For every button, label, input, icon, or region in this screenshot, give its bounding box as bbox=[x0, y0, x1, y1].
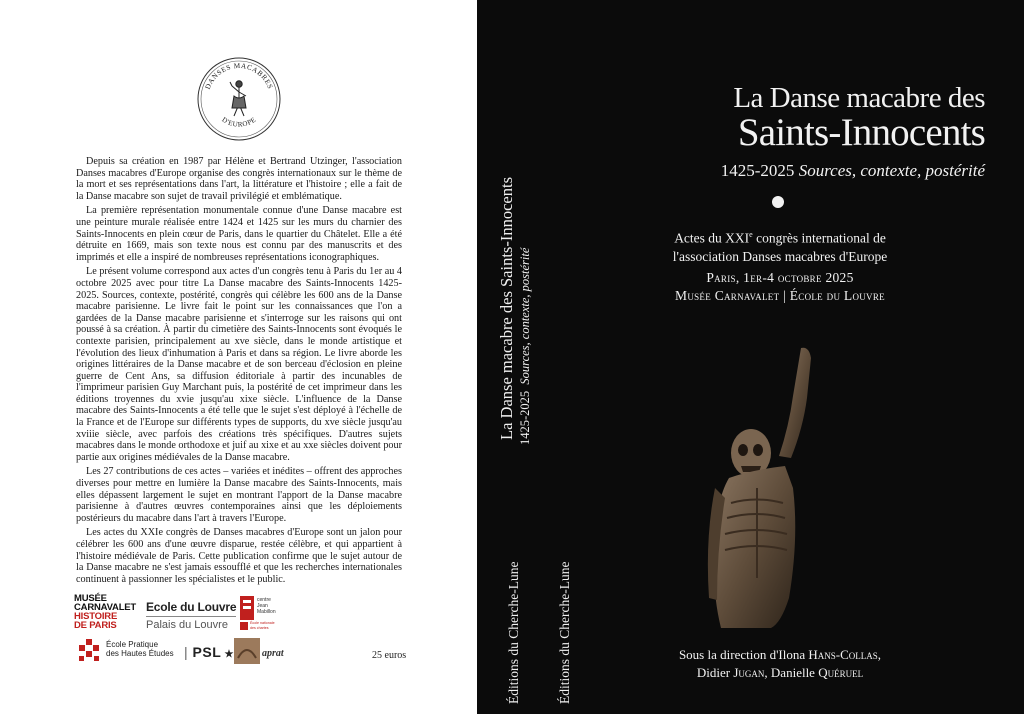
partner-logos bbox=[74, 592, 384, 672]
editor-name: Hans-Collas bbox=[808, 647, 878, 662]
cover-subtitle bbox=[585, 161, 985, 181]
musee-carnavalet-logo bbox=[74, 594, 136, 630]
cover-title-line1: La Danse macabre des bbox=[733, 82, 985, 114]
spine-subtitle bbox=[518, 248, 533, 445]
seal-text-top: DANSES MACABRES bbox=[203, 61, 275, 91]
bullet-dot-icon bbox=[772, 196, 784, 208]
direction-text: , Danielle bbox=[764, 665, 819, 680]
place-dates: Paris, 1er-4 octobre 2025 bbox=[706, 270, 854, 285]
logo-text: centre bbox=[257, 597, 271, 603]
blurb-paragraph: Les 27 contributions de ces actes – variées et inédites – offrent des approches diverses pour mettre en lumière la Danse macabre des Saints-Innocents, mais elles dépassent largement le sujet en montrant l'apport de la Danse macabre parisienne à d'autres œuvres contemporaines ainsi que les déploiements postérieurs du macabre dans l'art à travers l'Europe. bbox=[76, 466, 402, 524]
ephe-logo bbox=[76, 638, 186, 668]
ecole-du-louvre-logo bbox=[146, 600, 236, 631]
spine-publisher-left: Éditions du Cherche-Lune bbox=[506, 561, 521, 704]
proceedings-info bbox=[655, 226, 905, 266]
danses-macabres-seal-logo bbox=[196, 56, 282, 142]
transi-sculpture-image bbox=[681, 338, 841, 628]
back-cover-blurb bbox=[76, 156, 402, 588]
direction-text: Sous la direction d'Ilona bbox=[678, 647, 809, 662]
svg-text:D'EUROPE bbox=[220, 116, 257, 129]
spine-publisher-right: Éditions du Cherche-Lune bbox=[557, 561, 572, 704]
logo-text: CARNAVALET bbox=[74, 602, 137, 613]
logo-text: MUSÉE bbox=[74, 593, 107, 604]
logo-text: École Pratique bbox=[106, 640, 159, 649]
aprat-logo bbox=[234, 636, 294, 666]
place-venues: Musée Carnavalet | École du Louvre bbox=[675, 288, 885, 303]
actes-text: Actes du XXI bbox=[674, 230, 750, 246]
logo-text: École nationale bbox=[250, 621, 275, 625]
logo-text: Mabillon bbox=[257, 609, 276, 615]
logo-text: PSL bbox=[192, 644, 222, 660]
logo-text: des Hautes Études bbox=[106, 649, 174, 658]
editor-name: Quéruel bbox=[818, 665, 864, 680]
actes-text: l'association Danses macabres d'Europe bbox=[672, 248, 888, 264]
centre-jean-mabillon-logo bbox=[238, 594, 284, 632]
direction-text: , bbox=[877, 647, 882, 662]
logo-text: HISTOIRE bbox=[74, 611, 118, 622]
blurb-paragraph: La première représentation monumentale connue d'une Danse macabre est une peinture murale réalisée entre 1424 et 1425 sur les murs du charnier des Saints-Innocents en plein cœur de Paris, dans le quartier du Châtelet. Elle a été détruite en 1669, mais son texte nous est connu par des manuscrits et des imprimés et elle a inspiré de nombreuses représentations iconographiques. bbox=[76, 205, 402, 263]
spine-subtitle-text: Sources, contexte, postérité bbox=[518, 247, 532, 385]
ephe-emblem-icon bbox=[76, 638, 102, 664]
front-cover bbox=[585, 0, 1024, 714]
actes-sup: e bbox=[749, 230, 753, 239]
blurb-paragraph: Les actes du XXIe congrès de Danses macabres d'Europe sont un jalon pour célébrer les 600 ans d'une œuvre disparue, restée célèbre, et qui appartient à l'histoire médiévale de Paris. Cette publication confirme que le sujet autour de la Danse macabre ne s'est jamais essoufflé et que les recherches internationales continuent à passionner les spécialistes et le public. bbox=[76, 527, 402, 585]
editor-name: Jugan bbox=[733, 665, 765, 680]
logo-text: Jean bbox=[257, 603, 268, 609]
actes-text: congrès international de bbox=[752, 230, 886, 246]
logo-text: DE PARIS bbox=[74, 620, 117, 631]
spine-dates: 1425-2025 bbox=[518, 390, 532, 445]
back-cover bbox=[0, 0, 477, 714]
logo-text: Ecole du Louvre bbox=[146, 600, 237, 614]
seal-text-bottom: D'EUROPE bbox=[220, 115, 258, 129]
direction-text: Didier bbox=[696, 665, 734, 680]
logo-text: Palais du Louvre bbox=[146, 616, 236, 631]
editors-credit bbox=[645, 646, 915, 682]
conference-place bbox=[645, 269, 915, 305]
logo-text: aprat bbox=[262, 648, 284, 659]
blurb-paragraph: Depuis sa création en 1987 par Hélène et Bertrand Utzinger, l'association Danses macabres d'Europe organise des congrès internationaux sur le thème de la mort et ses représentations dans l'art, la littérature et l'histoire ; elle a fait de la Danse macabre son sujet de travail privilégié et emblématique. bbox=[76, 156, 402, 202]
psl-logo: | PSL ★ bbox=[184, 644, 235, 660]
spine-title: La Danse macabre des Saints-Innocents bbox=[497, 177, 516, 440]
cover-title-line2: Saints-Innocents bbox=[737, 111, 985, 154]
cover-dates: 1425-2025 bbox=[720, 161, 795, 180]
blurb-paragraph: Le présent volume correspond aux actes d'un congrès tenu à Paris du 1er au 4 octobre 2025 avec pour titre La Danse macabre des Saints-Innocents 1425-2025. Sources, contexte, postérité, congrès qui célèbre les 600 ans de la Danse macabre parisienne. Le livre fait le point sur les connaissances que l'on a gardées de la Danse macabre parisienne et s'interroge sur les raisons qui ont poussé à sa création. À partir du cimetière des Saints-Innocents sont évoqués le contexte parisien, principalement au xve siècle, dans le monde artistique et l'évolution des lieux d'inhumation à Paris et dans sa région. Le livre aborde les origines littéraires de la Danse macabre et de son berceau d'éclosion en pleine guerre de Cent Ans, sa diffusion éditoriale à partir des incunables de l'imprimeur parisien Guy Marchant puis, la postérité de cet imprimeur dans les éditions troyennes du xvie jusqu'au xixe siècle. L'influence de la Danse macabre des Saints-Innocents a été telle que le sujet s'est déployé à l'échelle de la France et de l'Europe sur différents types de supports, du xve siècle jusqu'au xviiie siècle, avec parfois des créations très spécifiques. D'autres sujets macabres dans le monde orthodoxe et juif au xixe et au xxe siècles doivent pour partie aux origines médiévales de la Danse macabre. bbox=[76, 266, 402, 463]
price: 25 euros bbox=[372, 650, 407, 661]
logo-text: des chartes bbox=[250, 626, 269, 630]
cover-subtitle-text: Sources, contexte, postérité bbox=[798, 161, 985, 180]
